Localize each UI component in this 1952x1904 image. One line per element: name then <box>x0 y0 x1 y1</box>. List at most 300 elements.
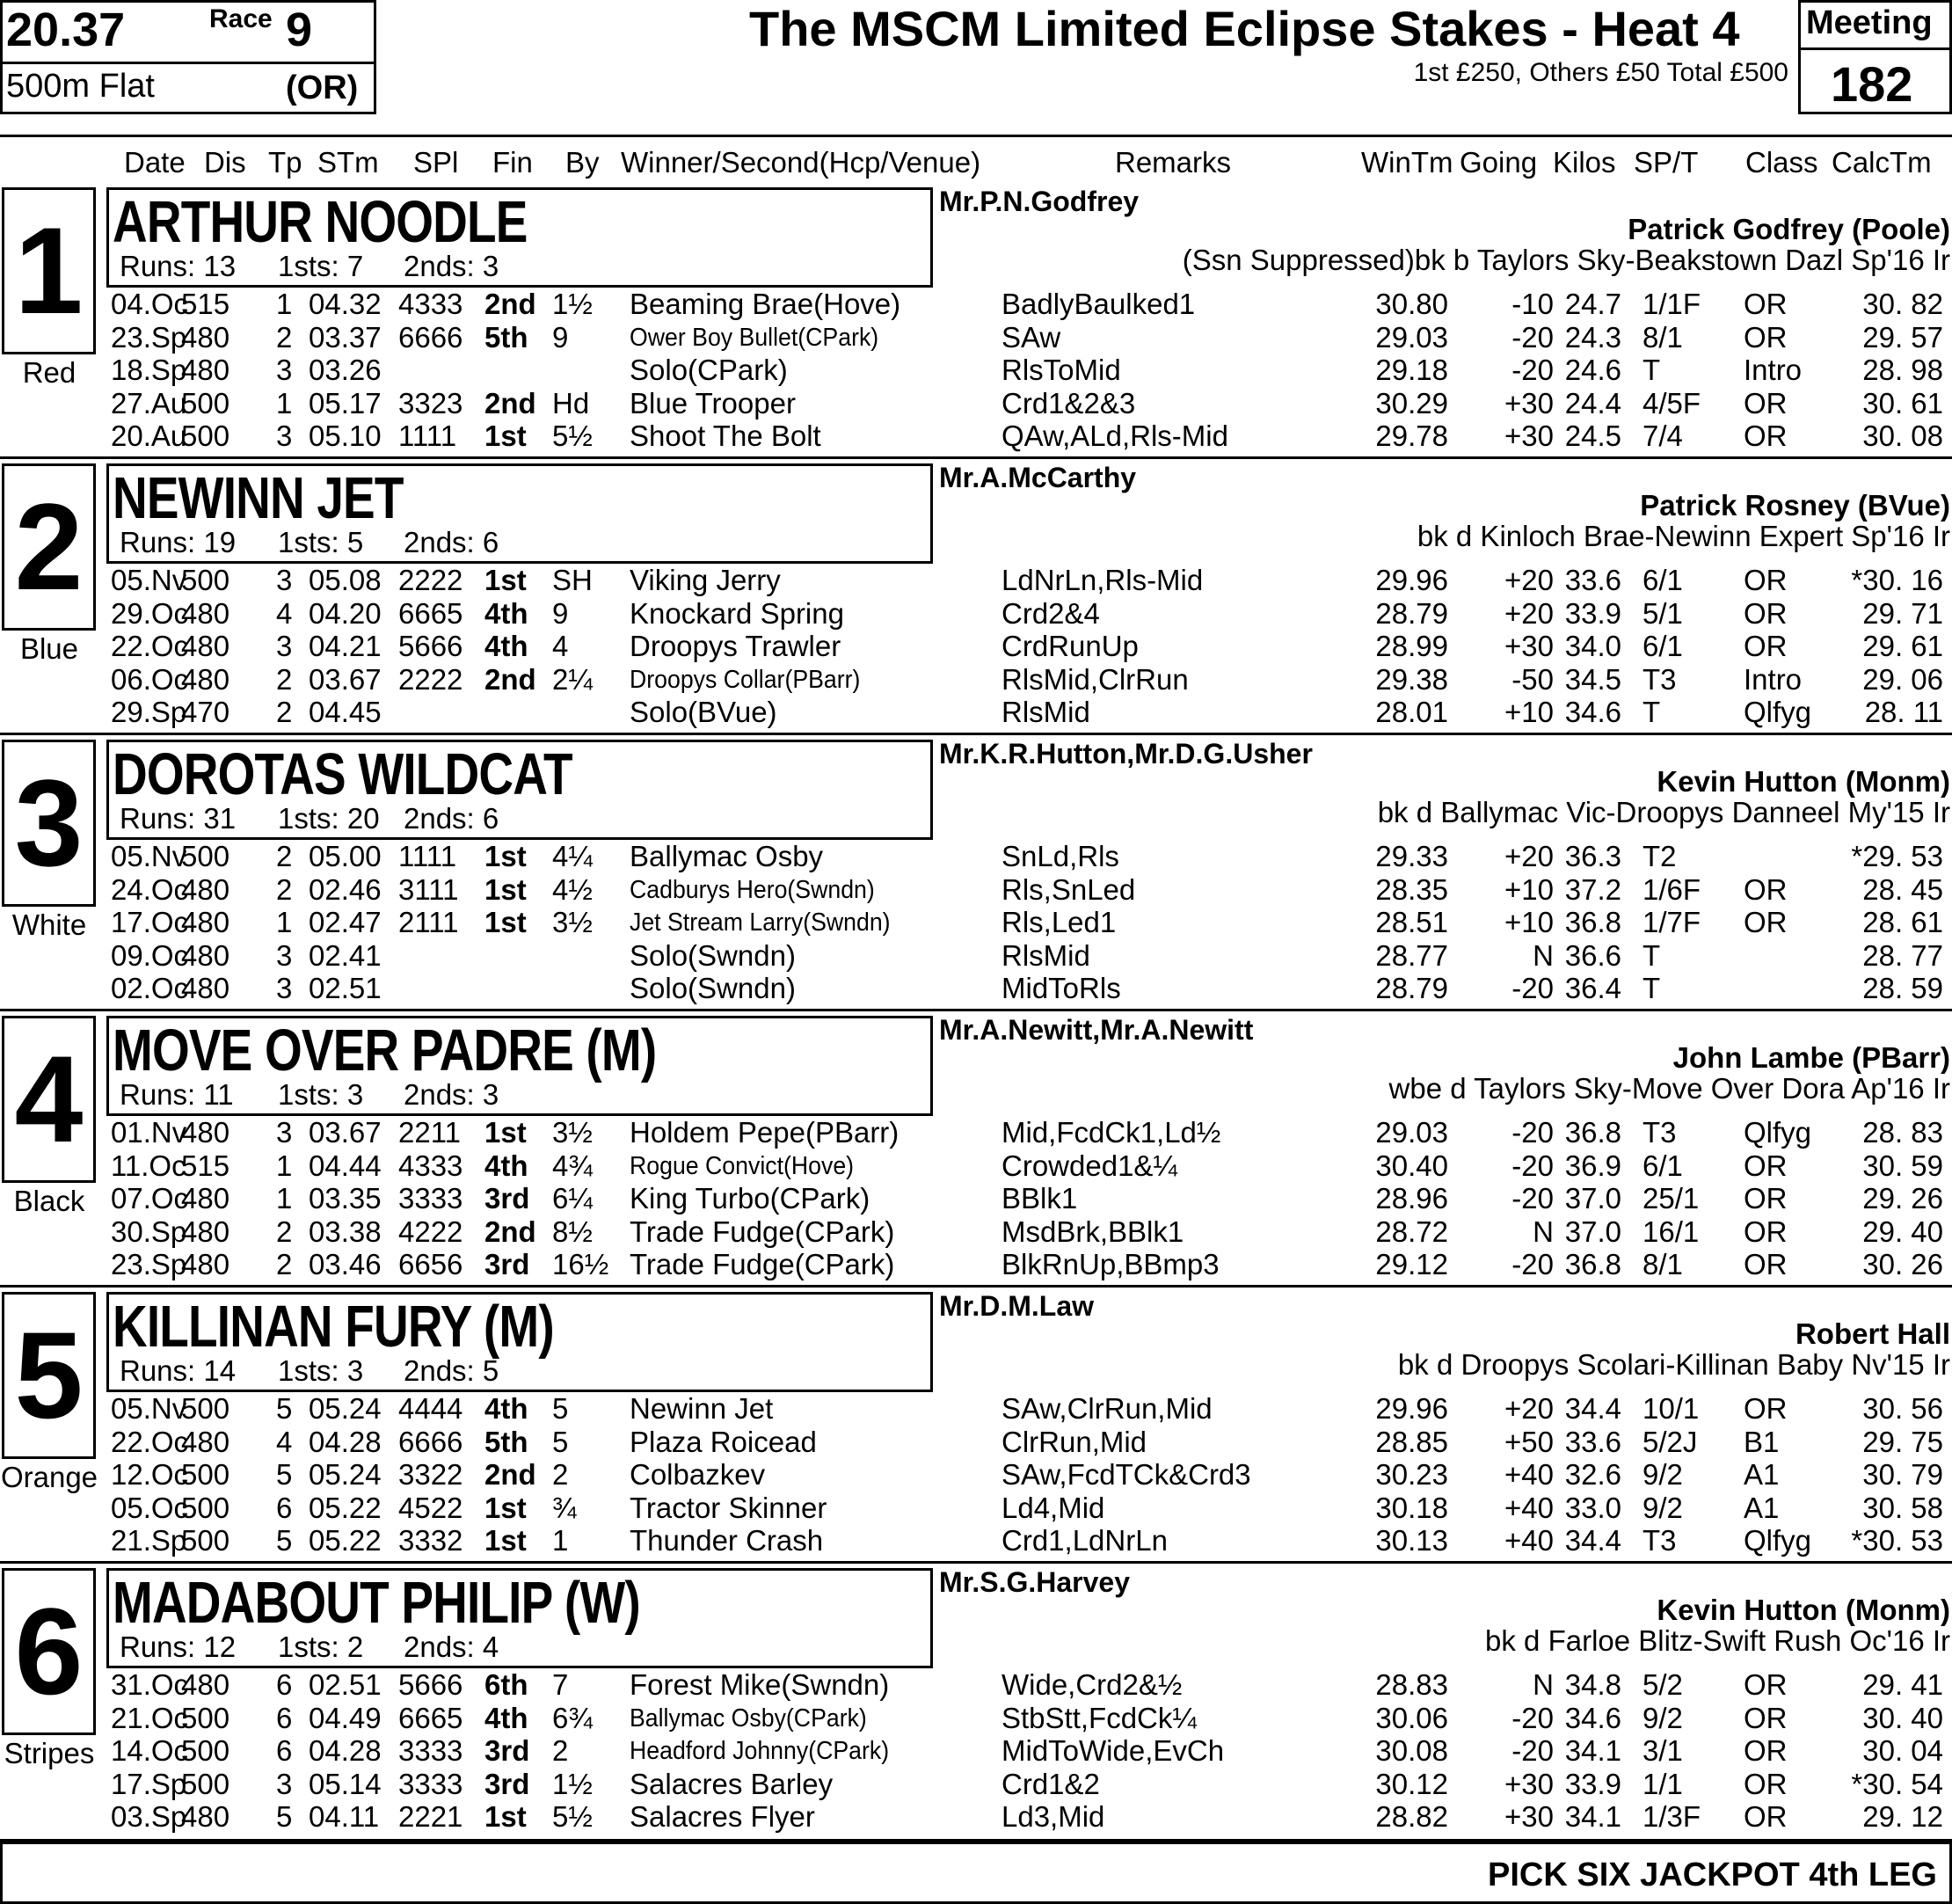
col-fin: Fin <box>492 146 533 179</box>
form-class: Intro <box>1744 354 1803 386</box>
form-date: 21.Sp <box>111 1524 187 1557</box>
form-finish: 1st <box>484 1524 527 1557</box>
form-remarks: BlkRnUp,BBmp3 <box>1001 1248 1220 1280</box>
form-finish: 1st <box>484 1491 527 1524</box>
form-sp: 8/1 <box>1642 320 1683 354</box>
form-date: 02.Oc <box>111 972 189 1004</box>
form-trap: 2 <box>276 662 293 696</box>
form-kilos: 36.4 <box>1564 972 1621 1004</box>
form-winner: Solo(Swndn) <box>630 972 796 1004</box>
form-distance: 480 <box>181 1248 230 1280</box>
form-remarks: Crd1&2 <box>1001 1767 1100 1800</box>
form-date: 29.Oc <box>111 596 189 630</box>
form-date: 21.Oc <box>111 1701 189 1734</box>
form-split: 4222 <box>398 1215 463 1248</box>
form-calc-time: 30. 04 <box>1862 1734 1943 1767</box>
dog-name-box <box>106 463 933 564</box>
form-trap: 1 <box>276 386 293 419</box>
form-winner: Droopys Collar(PBarr) <box>630 665 861 694</box>
form-remarks: MsdBrk,BBlk1 <box>1001 1215 1184 1248</box>
runs-count: Runs: 19 <box>120 526 237 558</box>
form-row <box>0 321 1952 354</box>
form-win-time: 29.33 <box>1375 840 1448 872</box>
form-distance: 480 <box>181 320 230 354</box>
form-calc-time: 30. 26 <box>1862 1248 1943 1280</box>
runs-count: Runs: 11 <box>120 1078 234 1111</box>
form-trap: 1 <box>276 906 293 938</box>
form-sp: 6/1 <box>1642 1149 1683 1182</box>
form-split: 6665 <box>398 596 463 630</box>
runner-block <box>0 182 1952 458</box>
footer-box <box>0 1842 1952 1904</box>
form-sectional: 03.26 <box>309 354 382 386</box>
form-trap: 3 <box>276 972 293 1004</box>
form-split: 3111 <box>398 872 459 906</box>
form-winner: Beaming Brae(Hove) <box>630 288 901 320</box>
owner: Mr.K.R.Hutton,Mr.D.G.Usher <box>939 738 1313 770</box>
form-sp: T3 <box>1642 1524 1677 1557</box>
form-margin: Hd <box>552 386 590 419</box>
form-kilos: 34.6 <box>1564 1701 1621 1734</box>
form-winner: Droopys Trawler <box>630 630 841 662</box>
form-sectional: 02.47 <box>309 906 382 938</box>
form-going: -20 <box>1511 972 1554 1004</box>
form-distance: 480 <box>181 938 230 972</box>
trap-color: Stripes <box>4 1737 95 1769</box>
form-row <box>0 1768 1952 1800</box>
form-winner: Thunder Crash <box>630 1524 824 1557</box>
form-date: 22.Oc <box>111 630 189 662</box>
form-split: 2221 <box>398 1800 463 1833</box>
form-distance: 500 <box>181 1734 230 1767</box>
form-remarks: RlsMid,ClrRun <box>1001 662 1189 696</box>
form-winner: Plaza Roicead <box>630 1425 817 1458</box>
form-remarks: RlsMid <box>1001 938 1090 972</box>
form-date: 05.Nv <box>111 840 187 872</box>
form-margin: SH <box>552 564 593 596</box>
form-kilos: 32.6 <box>1564 1458 1621 1491</box>
form-calc-time: 28. 11 <box>1864 696 1943 728</box>
form-calc-time: 30. 08 <box>1862 419 1943 452</box>
form-win-time: 28.99 <box>1375 630 1448 662</box>
form-finish: 6th <box>484 1668 528 1701</box>
form-kilos: 24.3 <box>1564 320 1621 354</box>
form-split: 6665 <box>398 1701 463 1734</box>
form-class: OR <box>1744 1701 1788 1734</box>
form-remarks: SAw,FcdTCk&Crd3 <box>1001 1458 1251 1491</box>
form-win-time: 28.85 <box>1375 1425 1448 1458</box>
form-trap: 3 <box>276 354 293 386</box>
form-finish: 2nd <box>484 1458 536 1491</box>
form-margin: 2 <box>552 1734 569 1767</box>
col-calctm: CalcTm <box>1832 146 1932 179</box>
form-row <box>0 972 1952 1004</box>
form-sp: 6/1 <box>1642 564 1683 596</box>
form-win-time: 29.18 <box>1375 354 1448 386</box>
form-row <box>0 1492 1952 1524</box>
form-remarks: Crowded1&¼ <box>1001 1149 1177 1182</box>
form-sp: T <box>1642 938 1661 972</box>
form-distance: 500 <box>181 1458 230 1491</box>
firsts-count: 1sts: 7 <box>278 250 364 282</box>
form-calc-time: *30. 16 <box>1851 564 1943 596</box>
form-winner: Tractor Skinner <box>630 1491 827 1524</box>
form-trap: 6 <box>276 1668 293 1701</box>
form-going: -20 <box>1511 1734 1554 1767</box>
form-kilos: 33.6 <box>1564 1425 1621 1458</box>
col-spl: SPl <box>413 146 459 179</box>
form-date: 09.Oc <box>111 938 189 972</box>
form-distance: 480 <box>181 1668 230 1701</box>
form-row <box>0 1182 1952 1215</box>
form-kilos: 34.5 <box>1564 662 1621 696</box>
dog-name: ARTHUR NOODLE <box>113 189 528 255</box>
form-margin: 2¼ <box>552 662 593 696</box>
form-date: 22.Oc <box>111 1425 189 1458</box>
runner-block <box>0 458 1952 734</box>
form-calc-time: 30. 82 <box>1862 288 1943 320</box>
form-distance: 500 <box>181 1524 230 1557</box>
form-remarks: Crd1,LdNrLn <box>1001 1524 1168 1557</box>
form-margin: 6¼ <box>552 1182 593 1215</box>
form-margin: 4½ <box>552 872 593 906</box>
form-going: -10 <box>1511 288 1554 320</box>
form-margin: 7 <box>552 1668 569 1701</box>
form-distance: 500 <box>181 1491 230 1524</box>
form-going: +20 <box>1504 596 1554 630</box>
breeding: bk d Droopys Scolari-Killinan Baby Nv'15 Ir <box>1397 1348 1950 1381</box>
form-class: OR <box>1744 1800 1788 1833</box>
runs-count: Runs: 13 <box>120 250 237 282</box>
form-trap: 5 <box>276 1524 293 1557</box>
form-trap: 3 <box>276 938 293 972</box>
col-by: By <box>565 146 600 179</box>
form-going: +10 <box>1504 696 1554 728</box>
form-split: 4522 <box>398 1491 463 1524</box>
form-calc-time: 30. 40 <box>1862 1701 1943 1734</box>
form-row <box>0 1392 1952 1425</box>
form-date: 17.Sp <box>111 1767 187 1800</box>
trap-color: Red <box>22 356 76 389</box>
form-sp: 5/2J <box>1642 1425 1698 1458</box>
form-sectional: 04.32 <box>309 288 382 320</box>
form-kilos: 34.8 <box>1564 1668 1621 1701</box>
race-label: Race <box>209 4 273 33</box>
form-going: -20 <box>1511 354 1554 386</box>
form-win-time: 29.38 <box>1375 662 1448 696</box>
trainer: John Lambe (PBarr) <box>1672 1041 1950 1074</box>
form-trap: 4 <box>276 596 293 630</box>
form-calc-time: 28. 77 <box>1862 938 1943 972</box>
form-class: OR <box>1744 630 1788 662</box>
form-remarks: QAw,ALd,Rls-Mid <box>1001 419 1228 452</box>
form-finish: 3rd <box>484 1182 530 1215</box>
race-info-box <box>0 0 376 114</box>
col-remarks: Remarks <box>1115 146 1232 179</box>
form-kilos: 33.0 <box>1564 1491 1621 1524</box>
form-calc-time: 30. 58 <box>1862 1491 1943 1524</box>
firsts-count: 1sts: 2 <box>278 1630 364 1663</box>
form-class: OR <box>1744 1149 1788 1182</box>
form-sectional: 05.14 <box>309 1767 382 1800</box>
form-row <box>0 1116 1952 1149</box>
form-remarks: SAw <box>1001 320 1061 354</box>
form-kilos: 34.0 <box>1564 630 1621 662</box>
form-calc-time: 30. 61 <box>1862 386 1943 419</box>
form-win-time: 28.83 <box>1375 1668 1448 1701</box>
form-margin: 8½ <box>552 1215 593 1248</box>
form-margin: 3½ <box>552 906 593 938</box>
form-kilos: 36.3 <box>1564 840 1621 872</box>
form-sectional: 04.49 <box>309 1701 382 1734</box>
form-split: 4333 <box>398 288 463 320</box>
form-win-time: 28.79 <box>1375 596 1448 630</box>
form-remarks: SAw,ClrRun,Mid <box>1001 1392 1213 1425</box>
form-date: 06.Oc <box>111 662 189 696</box>
form-going: -20 <box>1511 1182 1554 1215</box>
form-going: -20 <box>1511 1116 1554 1149</box>
form-sectional: 05.17 <box>309 386 382 419</box>
form-split: 4444 <box>398 1392 463 1425</box>
form-class: OR <box>1744 320 1788 354</box>
dog-name-box <box>106 187 933 288</box>
form-sectional: 04.28 <box>309 1734 382 1767</box>
form-remarks: CrdRunUp <box>1001 630 1139 662</box>
form-sp: 10/1 <box>1642 1392 1700 1425</box>
form-kilos: 24.4 <box>1564 386 1621 419</box>
trap-color: White <box>11 908 87 941</box>
form-sp: 1/7F <box>1642 906 1701 938</box>
form-winner: Viking Jerry <box>630 564 781 596</box>
form-finish: 3rd <box>484 1248 530 1280</box>
form-finish: 4th <box>484 1149 528 1182</box>
form-row <box>0 1426 1952 1458</box>
form-class: OR <box>1744 1182 1788 1215</box>
col-winner: Winner/Second(Hcp/Venue) <box>621 146 981 179</box>
form-kilos: 33.6 <box>1564 564 1621 596</box>
form-winner: Ballymac Osby <box>630 840 824 872</box>
form-kilos: 34.4 <box>1564 1524 1621 1557</box>
form-win-time: 29.78 <box>1375 419 1448 452</box>
seconds-count: 2nds: 3 <box>404 1078 499 1111</box>
dog-name: NEWINN JET <box>113 465 404 531</box>
header-rule <box>0 135 1952 137</box>
form-kilos: 37.0 <box>1564 1215 1621 1248</box>
trainer: Patrick Rosney (BVue) <box>1640 489 1950 522</box>
form-row <box>0 354 1952 386</box>
form-finish: 2nd <box>484 1215 536 1248</box>
form-distance: 500 <box>181 1701 230 1734</box>
form-win-time: 30.08 <box>1375 1734 1448 1767</box>
form-distance: 480 <box>181 1215 230 1248</box>
form-margin: 3½ <box>552 1116 593 1149</box>
form-winner: Colbazkev <box>630 1458 766 1491</box>
form-remarks: Mid,FcdCk1,Ld½ <box>1001 1116 1221 1149</box>
form-finish: 2nd <box>484 662 536 696</box>
form-winner: King Turbo(CPark) <box>630 1182 870 1215</box>
race-number: 9 <box>286 4 313 56</box>
owner: Mr.A.McCarthy <box>939 462 1137 493</box>
form-trap: 1 <box>276 1149 293 1182</box>
form-trap: 1 <box>276 288 293 320</box>
form-going: -20 <box>1511 320 1554 354</box>
form-margin: 9 <box>552 596 569 630</box>
form-win-time: 29.03 <box>1375 320 1448 354</box>
form-row <box>0 1215 1952 1248</box>
col-wintm: WinTm <box>1361 146 1453 179</box>
form-class: OR <box>1744 1248 1788 1280</box>
form-split: 3322 <box>398 1458 463 1491</box>
seconds-count: 2nds: 4 <box>404 1630 499 1663</box>
form-win-time: 30.13 <box>1375 1524 1448 1557</box>
seconds-count: 2nds: 6 <box>404 802 499 835</box>
form-distance: 515 <box>181 288 230 320</box>
form-date: 18.Sp <box>111 354 187 386</box>
form-sectional: 02.41 <box>309 938 382 972</box>
form-kilos: 34.6 <box>1564 696 1621 728</box>
form-calc-time: 28. 61 <box>1862 906 1943 938</box>
trainer: Patrick Godfrey (Poole) <box>1628 213 1950 245</box>
dog-name-box <box>106 1292 933 1392</box>
form-remarks: StbStt,FcdCk¼ <box>1001 1701 1197 1734</box>
runner-block <box>0 1010 1952 1287</box>
form-split: 5666 <box>398 630 463 662</box>
meeting-number: 182 <box>1831 56 1913 112</box>
form-going: +30 <box>1504 386 1554 419</box>
form-kilos: 36.8 <box>1564 906 1621 938</box>
form-kilos: 33.9 <box>1564 1767 1621 1800</box>
form-row <box>0 630 1952 662</box>
breeding: bk d Ballymac Vic-Droopys Danneel My'15 Ir <box>1377 796 1950 828</box>
form-win-time: 28.35 <box>1375 872 1448 906</box>
form-going: N <box>1533 938 1554 972</box>
form-win-time: 28.51 <box>1375 906 1448 938</box>
trap-color: Blue <box>19 632 79 665</box>
form-sectional: 03.46 <box>309 1248 382 1280</box>
form-split: 6666 <box>398 1425 463 1458</box>
form-sp: 9/2 <box>1642 1458 1683 1491</box>
form-distance: 480 <box>181 662 230 696</box>
form-remarks: LdNrLn,Rls-Mid <box>1001 564 1204 596</box>
form-win-time: 29.96 <box>1375 564 1448 596</box>
firsts-count: 1sts: 3 <box>278 1354 364 1387</box>
form-finish: 1st <box>484 906 527 938</box>
trap-number: 4 <box>14 1030 84 1168</box>
owner: Mr.P.N.Godfrey <box>939 186 1140 217</box>
form-split: 3323 <box>398 386 463 419</box>
form-split: 3332 <box>398 1524 463 1557</box>
form-win-time: 28.01 <box>1375 696 1448 728</box>
form-sp: T3 <box>1642 662 1677 696</box>
form-winner: Solo(CPark) <box>630 354 788 386</box>
form-row <box>0 939 1952 972</box>
form-winner: Trade Fudge(CPark) <box>630 1215 895 1248</box>
owner: Mr.S.G.Harvey <box>939 1566 1130 1598</box>
form-trap: 2 <box>276 1248 293 1280</box>
form-row <box>0 1524 1952 1557</box>
form-row <box>0 1702 1952 1734</box>
form-kilos: 36.9 <box>1564 1149 1621 1182</box>
breeding: bk d Kinloch Brae-Newinn Expert Sp'16 Ir <box>1417 520 1950 552</box>
form-sp: T <box>1642 972 1661 1004</box>
form-margin: 1½ <box>552 288 593 320</box>
form-date: 05.Nv <box>111 564 187 596</box>
form-going: +10 <box>1504 872 1554 906</box>
form-finish: 5th <box>484 320 528 354</box>
form-split: 6656 <box>398 1248 463 1280</box>
form-finish: 1st <box>484 419 527 452</box>
col-sp: SP/T <box>1634 146 1699 179</box>
form-win-time: 30.40 <box>1375 1149 1448 1182</box>
form-remarks: BadlyBaulked1 <box>1001 288 1196 320</box>
form-finish: 2nd <box>484 386 536 419</box>
runner-block <box>0 734 1952 1010</box>
form-margin: 4¾ <box>552 1149 593 1182</box>
trap-color: Black <box>13 1185 85 1217</box>
form-sp: 6/1 <box>1642 630 1683 662</box>
form-remarks: Crd2&4 <box>1001 596 1100 630</box>
form-split: 5666 <box>398 1668 463 1701</box>
form-going: +30 <box>1504 630 1554 662</box>
form-going: +30 <box>1504 419 1554 452</box>
form-finish: 1st <box>484 1800 527 1833</box>
form-class: Qlfyg <box>1744 696 1812 728</box>
form-distance: 500 <box>181 1392 230 1425</box>
form-sectional: 02.51 <box>309 1668 382 1701</box>
form-winner: Newinn Jet <box>630 1392 774 1425</box>
owner: Mr.A.Newitt,Mr.A.Newitt <box>939 1014 1254 1046</box>
form-kilos: 34.1 <box>1564 1800 1621 1833</box>
form-win-time: 30.29 <box>1375 386 1448 419</box>
form-class: OR <box>1744 288 1788 320</box>
form-distance: 480 <box>181 354 230 386</box>
form-sp: 5/2 <box>1642 1668 1683 1701</box>
form-calc-time: *30. 53 <box>1851 1524 1943 1557</box>
owner: Mr.D.M.Law <box>939 1290 1095 1322</box>
form-going: -50 <box>1511 662 1554 696</box>
form-kilos: 36.8 <box>1564 1248 1621 1280</box>
form-trap: 5 <box>276 1458 293 1491</box>
form-finish: 4th <box>484 596 528 630</box>
footer-text: PICK SIX JACKPOT 4th LEG <box>1488 1857 1937 1893</box>
form-class: OR <box>1744 1734 1788 1767</box>
form-class: OR <box>1744 906 1788 938</box>
form-sectional: 05.24 <box>309 1392 382 1425</box>
form-date: 23.Sp <box>111 1248 187 1280</box>
form-class: OR <box>1744 1668 1788 1701</box>
form-calc-time: 29. 57 <box>1862 320 1943 354</box>
form-sp: T <box>1642 696 1661 728</box>
form-kilos: 24.5 <box>1564 419 1621 452</box>
form-kilos: 24.7 <box>1564 288 1621 320</box>
form-date: 30.Sp <box>111 1215 187 1248</box>
form-sectional: 03.38 <box>309 1215 382 1248</box>
form-row <box>0 1734 1952 1767</box>
form-going: +40 <box>1504 1524 1554 1557</box>
form-date: 24.Oc <box>111 872 189 906</box>
form-distance: 500 <box>181 840 230 872</box>
form-winner: Shoot The Bolt <box>630 419 821 452</box>
form-winner: Blue Trooper <box>630 386 796 419</box>
form-winner: Forest Mike(Swndn) <box>630 1668 890 1701</box>
form-distance: 480 <box>181 596 230 630</box>
form-row <box>0 1800 1952 1833</box>
form-date: 29.Sp <box>111 696 187 728</box>
form-split: 2222 <box>398 564 463 596</box>
meeting-box <box>1798 0 1952 114</box>
form-sectional: 05.22 <box>309 1524 382 1557</box>
form-distance: 480 <box>181 906 230 938</box>
